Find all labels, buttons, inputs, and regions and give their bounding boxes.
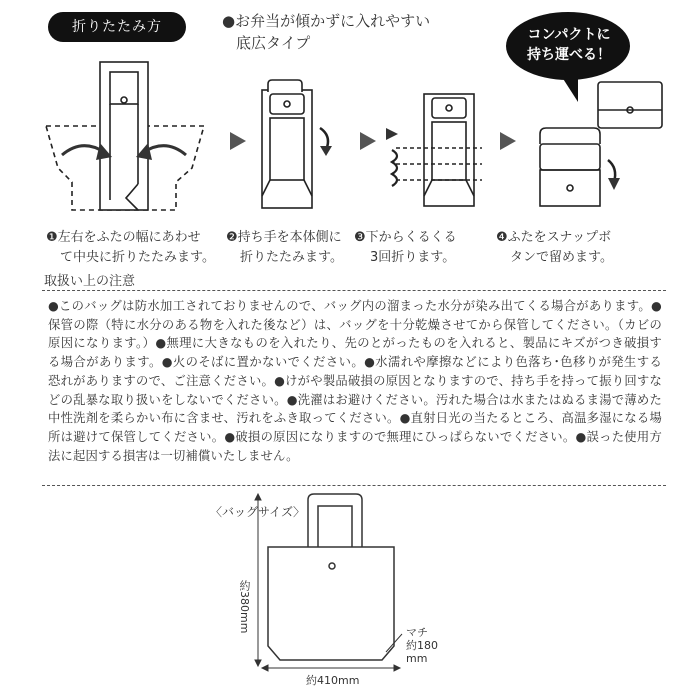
width-label: 約410mm — [306, 674, 360, 687]
step3-bag-illustration — [392, 94, 482, 206]
bubble-line-1: コンパクトに — [527, 27, 611, 43]
step-arrow-3 — [500, 132, 516, 150]
step1-bag-illustration — [46, 62, 204, 210]
size-dimension-lines — [255, 494, 402, 671]
step-2-line-1: ❷持ち手を本体側に — [226, 230, 342, 245]
step4-bag-illustration — [540, 128, 615, 206]
step-1-line-2: て中央に折りたたみます。 — [60, 250, 215, 265]
step4-snap-arrow — [608, 178, 620, 190]
notes-title: 取扱い上の注意 — [44, 274, 136, 289]
step3-roll-arrow — [386, 128, 398, 140]
gusset-label — [406, 626, 438, 665]
step-2-caption — [226, 228, 343, 268]
compact-callout — [514, 25, 624, 65]
gusset-line-1: マチ — [406, 626, 428, 639]
step2-fold-arrow — [320, 146, 332, 156]
step-1-line-1: ❶左右をふたの幅にあわせ — [46, 230, 201, 245]
step-4-caption — [496, 228, 613, 268]
step-4-line-1: ❹ふたをスナップボ — [496, 230, 612, 245]
step-3-line-2: 3回折ります。 — [370, 250, 456, 265]
step-3-caption — [354, 228, 457, 268]
step-4-line-2: タンで留めます。 — [510, 250, 613, 265]
handling-notes-text: ●このバッグは防水加工されておりませんので、バッグ内の溜まった水分が染み出てくる場合があります。●保管の際（特に水分のある物を入れた後など）は、バッグを十分乾燥させてから保管してください。（カビの原因になります。）●無理に大きなものを入れたり、先のとがったものを入れると、製品にキズがつき破損する場合があります。●火のそばに置かないでください。●水濡れや摩擦などにより色落ち･色移りが発生する恐れがありますので、ご注意ください。●けがや製品破損の原因となりますので、持ち手を持って振り回すなどの乱暴な取り扱いをしないでください。●洗濯はお避けください。汚れた場合は水またはぬるま湯で薄めた中性洗剤を柔らかい布に含ませ、汚れをふき取ってください。●直射日光の当たるところ、高温多湿になる場所は避けて保管してください。●破損の原因になりますので無理にひっぱらないでください。●誤った使用方法に起因する損害は一切補償いたしません。 — [48, 299, 662, 463]
step2-bag-illustration — [262, 80, 328, 208]
bubble-line-2: 持ち運べる！ — [527, 47, 611, 63]
step-arrow-2 — [360, 132, 376, 150]
bag-size-title: 〈バッグサイズ〉 — [210, 505, 306, 519]
step-3-line-1: ❸下からくるくる — [354, 230, 457, 245]
step-arrow-1 — [230, 132, 246, 150]
section-title: 折りたたみ方 — [72, 19, 162, 35]
compact-bag-illustration — [598, 82, 662, 128]
headline-line-2: 底広タイプ — [236, 34, 311, 52]
handling-notes — [42, 290, 666, 486]
step-1-caption — [46, 228, 215, 268]
height-label: 約380mm — [238, 580, 251, 634]
step-2-line-2: 折りたたみます。 — [240, 250, 343, 265]
headline-line-1: ●お弁当が傾かずに入れやすい — [222, 12, 431, 30]
gusset-line-2: 約180 — [406, 639, 438, 652]
gusset-line-3: mm — [406, 652, 428, 665]
